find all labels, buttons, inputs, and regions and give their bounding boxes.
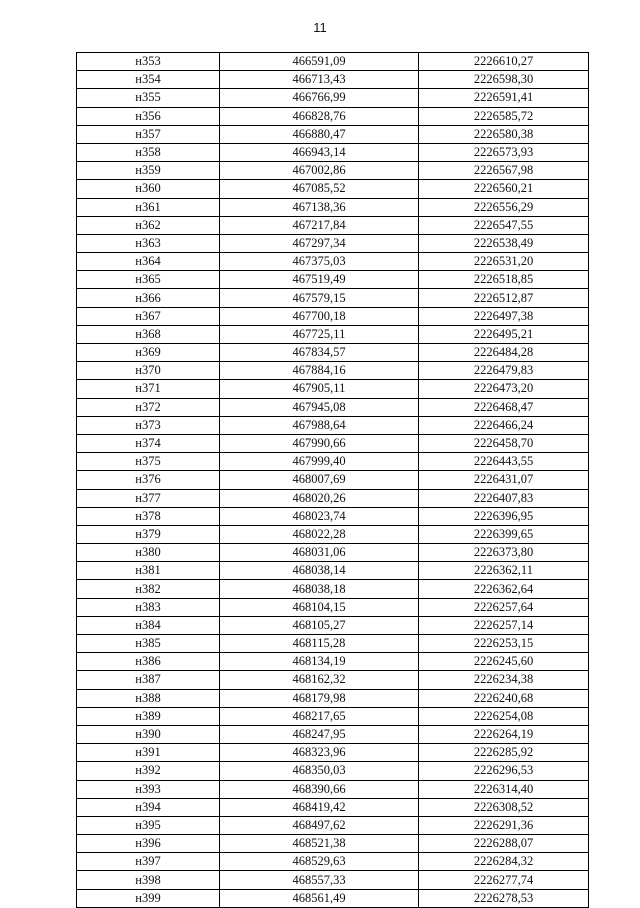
y-coordinate-cell: 2226518,85	[419, 271, 589, 289]
table-row	[77, 271, 589, 289]
table-row	[77, 434, 589, 452]
x-coordinate-cell: 467002,86	[220, 162, 419, 180]
y-coordinate-cell: 2226362,11	[419, 562, 589, 580]
table-row	[77, 507, 589, 525]
y-coordinate-cell: 2226610,27	[419, 53, 589, 71]
point-id-cell: н360	[77, 180, 220, 198]
x-coordinate-cell: 466713,43	[220, 71, 419, 89]
point-id-cell: н365	[77, 271, 220, 289]
y-coordinate-cell: 2226285,92	[419, 744, 589, 762]
x-coordinate-cell: 468134,19	[220, 653, 419, 671]
table-row	[77, 580, 589, 598]
y-coordinate-cell: 2226399,65	[419, 525, 589, 543]
x-coordinate-cell: 467990,66	[220, 434, 419, 452]
y-coordinate-cell: 2226264,19	[419, 725, 589, 743]
table-row	[77, 835, 589, 853]
y-coordinate-cell: 2226396,95	[419, 507, 589, 525]
table-row	[77, 598, 589, 616]
y-coordinate-cell: 2226531,20	[419, 253, 589, 271]
point-id-cell: н383	[77, 598, 220, 616]
point-id-cell: н395	[77, 816, 220, 834]
point-id-cell: н371	[77, 380, 220, 398]
table-row	[77, 453, 589, 471]
x-coordinate-cell: 467217,84	[220, 216, 419, 234]
x-coordinate-cell: 468104,15	[220, 598, 419, 616]
point-id-cell: н358	[77, 143, 220, 161]
table-row	[77, 798, 589, 816]
point-id-cell: н384	[77, 616, 220, 634]
table-row	[77, 853, 589, 871]
y-coordinate-cell: 2226407,83	[419, 489, 589, 507]
y-coordinate-cell: 2226257,64	[419, 598, 589, 616]
point-id-cell: н381	[77, 562, 220, 580]
point-id-cell: н375	[77, 453, 220, 471]
point-id-cell: н379	[77, 525, 220, 543]
table-row	[77, 107, 589, 125]
table-row	[77, 198, 589, 216]
table-row	[77, 616, 589, 634]
y-coordinate-cell: 2226538,49	[419, 234, 589, 252]
point-id-cell: н398	[77, 871, 220, 889]
point-id-cell: н370	[77, 362, 220, 380]
x-coordinate-cell: 468419,42	[220, 798, 419, 816]
point-id-cell: н378	[77, 507, 220, 525]
y-coordinate-cell: 2226257,14	[419, 616, 589, 634]
point-id-cell: н382	[77, 580, 220, 598]
table-row	[77, 525, 589, 543]
x-coordinate-cell: 468217,65	[220, 707, 419, 725]
y-coordinate-cell: 2226473,20	[419, 380, 589, 398]
x-coordinate-cell: 467700,18	[220, 307, 419, 325]
coordinates-table-body	[77, 53, 589, 908]
point-id-cell: н356	[77, 107, 220, 125]
point-id-cell: н396	[77, 835, 220, 853]
table-row	[77, 53, 589, 71]
table-row	[77, 762, 589, 780]
point-id-cell: н355	[77, 89, 220, 107]
point-id-cell: н354	[77, 71, 220, 89]
point-id-cell: н372	[77, 398, 220, 416]
table-row	[77, 89, 589, 107]
y-coordinate-cell: 2226288,07	[419, 835, 589, 853]
table-row	[77, 471, 589, 489]
point-id-cell: н389	[77, 707, 220, 725]
x-coordinate-cell: 467988,64	[220, 416, 419, 434]
x-coordinate-cell: 468521,38	[220, 835, 419, 853]
y-coordinate-cell: 2226567,98	[419, 162, 589, 180]
point-id-cell: н385	[77, 635, 220, 653]
point-id-cell: н361	[77, 198, 220, 216]
table-row	[77, 725, 589, 743]
point-id-cell: н393	[77, 780, 220, 798]
x-coordinate-cell: 467579,15	[220, 289, 419, 307]
y-coordinate-cell: 2226479,83	[419, 362, 589, 380]
x-coordinate-cell: 467725,11	[220, 325, 419, 343]
x-coordinate-cell: 466591,09	[220, 53, 419, 71]
x-coordinate-cell: 468247,95	[220, 725, 419, 743]
x-coordinate-cell: 467834,57	[220, 344, 419, 362]
y-coordinate-cell: 2226296,53	[419, 762, 589, 780]
x-coordinate-cell: 467999,40	[220, 453, 419, 471]
x-coordinate-cell: 468350,03	[220, 762, 419, 780]
point-id-cell: н367	[77, 307, 220, 325]
x-coordinate-cell: 468390,66	[220, 780, 419, 798]
point-id-cell: н377	[77, 489, 220, 507]
y-coordinate-cell: 2226573,93	[419, 143, 589, 161]
x-coordinate-cell: 468020,26	[220, 489, 419, 507]
point-id-cell: н369	[77, 344, 220, 362]
x-coordinate-cell: 468497,62	[220, 816, 419, 834]
table-row	[77, 544, 589, 562]
y-coordinate-cell: 2226373,80	[419, 544, 589, 562]
x-coordinate-cell: 467375,03	[220, 253, 419, 271]
y-coordinate-cell: 2226431,07	[419, 471, 589, 489]
table-row	[77, 671, 589, 689]
table-row	[77, 816, 589, 834]
y-coordinate-cell: 2226277,74	[419, 871, 589, 889]
y-coordinate-cell: 2226458,70	[419, 434, 589, 452]
y-coordinate-cell: 2226556,29	[419, 198, 589, 216]
point-id-cell: н388	[77, 689, 220, 707]
table-row	[77, 871, 589, 889]
point-id-cell: н353	[77, 53, 220, 71]
coordinates-table	[76, 52, 589, 908]
y-coordinate-cell: 2226580,38	[419, 125, 589, 143]
table-row	[77, 416, 589, 434]
x-coordinate-cell: 467138,36	[220, 198, 419, 216]
x-coordinate-cell: 467884,16	[220, 362, 419, 380]
x-coordinate-cell: 468038,18	[220, 580, 419, 598]
x-coordinate-cell: 466943,14	[220, 143, 419, 161]
y-coordinate-cell: 2226254,08	[419, 707, 589, 725]
table-row	[77, 180, 589, 198]
point-id-cell: н373	[77, 416, 220, 434]
table-row	[77, 71, 589, 89]
table-row	[77, 307, 589, 325]
point-id-cell: н374	[77, 434, 220, 452]
y-coordinate-cell: 2226362,64	[419, 580, 589, 598]
table-row	[77, 562, 589, 580]
x-coordinate-cell: 467085,52	[220, 180, 419, 198]
table-row	[77, 489, 589, 507]
y-coordinate-cell: 2226468,47	[419, 398, 589, 416]
y-coordinate-cell: 2226591,41	[419, 89, 589, 107]
table-row	[77, 143, 589, 161]
table-row	[77, 744, 589, 762]
x-coordinate-cell: 468179,98	[220, 689, 419, 707]
point-id-cell: н359	[77, 162, 220, 180]
point-id-cell: н366	[77, 289, 220, 307]
y-coordinate-cell: 2226240,68	[419, 689, 589, 707]
x-coordinate-cell: 468557,33	[220, 871, 419, 889]
table-row	[77, 253, 589, 271]
y-coordinate-cell: 2226278,53	[419, 889, 589, 907]
x-coordinate-cell: 468529,63	[220, 853, 419, 871]
x-coordinate-cell: 468023,74	[220, 507, 419, 525]
point-id-cell: н397	[77, 853, 220, 871]
table-row	[77, 344, 589, 362]
table-row	[77, 635, 589, 653]
point-id-cell: н380	[77, 544, 220, 562]
y-coordinate-cell: 2226495,21	[419, 325, 589, 343]
point-id-cell: н363	[77, 234, 220, 252]
y-coordinate-cell: 2226585,72	[419, 107, 589, 125]
table-row	[77, 325, 589, 343]
table-row	[77, 362, 589, 380]
point-id-cell: н364	[77, 253, 220, 271]
point-id-cell: н391	[77, 744, 220, 762]
table-row	[77, 125, 589, 143]
x-coordinate-cell: 468561,49	[220, 889, 419, 907]
y-coordinate-cell: 2226598,30	[419, 71, 589, 89]
y-coordinate-cell: 2226547,55	[419, 216, 589, 234]
point-id-cell: н387	[77, 671, 220, 689]
y-coordinate-cell: 2226512,87	[419, 289, 589, 307]
y-coordinate-cell: 2226497,38	[419, 307, 589, 325]
y-coordinate-cell: 2226245,60	[419, 653, 589, 671]
table-row	[77, 289, 589, 307]
table-row	[77, 707, 589, 725]
point-id-cell: н392	[77, 762, 220, 780]
x-coordinate-cell: 468022,28	[220, 525, 419, 543]
y-coordinate-cell: 2226284,32	[419, 853, 589, 871]
table-row	[77, 653, 589, 671]
x-coordinate-cell: 468038,14	[220, 562, 419, 580]
y-coordinate-cell: 2226308,52	[419, 798, 589, 816]
x-coordinate-cell: 468007,69	[220, 471, 419, 489]
page-number: 11	[313, 20, 327, 35]
point-id-cell: н376	[77, 471, 220, 489]
table-row	[77, 234, 589, 252]
y-coordinate-cell: 2226560,21	[419, 180, 589, 198]
table-row	[77, 216, 589, 234]
point-id-cell: н362	[77, 216, 220, 234]
point-id-cell: н368	[77, 325, 220, 343]
x-coordinate-cell: 468115,28	[220, 635, 419, 653]
table-row	[77, 398, 589, 416]
x-coordinate-cell: 467945,08	[220, 398, 419, 416]
y-coordinate-cell: 2226234,38	[419, 671, 589, 689]
x-coordinate-cell: 466766,99	[220, 89, 419, 107]
x-coordinate-cell: 468162,32	[220, 671, 419, 689]
table-row	[77, 689, 589, 707]
x-coordinate-cell: 468323,96	[220, 744, 419, 762]
y-coordinate-cell: 2226291,36	[419, 816, 589, 834]
x-coordinate-cell: 466880,47	[220, 125, 419, 143]
table-row	[77, 162, 589, 180]
point-id-cell: н390	[77, 725, 220, 743]
x-coordinate-cell: 468105,27	[220, 616, 419, 634]
x-coordinate-cell: 466828,76	[220, 107, 419, 125]
x-coordinate-cell: 467905,11	[220, 380, 419, 398]
point-id-cell: н386	[77, 653, 220, 671]
y-coordinate-cell: 2226253,15	[419, 635, 589, 653]
y-coordinate-cell: 2226484,28	[419, 344, 589, 362]
y-coordinate-cell: 2226314,40	[419, 780, 589, 798]
x-coordinate-cell: 467297,34	[220, 234, 419, 252]
y-coordinate-cell: 2226466,24	[419, 416, 589, 434]
table-row	[77, 780, 589, 798]
y-coordinate-cell: 2226443,55	[419, 453, 589, 471]
point-id-cell: н357	[77, 125, 220, 143]
point-id-cell: н394	[77, 798, 220, 816]
point-id-cell: н399	[77, 889, 220, 907]
x-coordinate-cell: 467519,49	[220, 271, 419, 289]
table-row	[77, 380, 589, 398]
x-coordinate-cell: 468031,06	[220, 544, 419, 562]
